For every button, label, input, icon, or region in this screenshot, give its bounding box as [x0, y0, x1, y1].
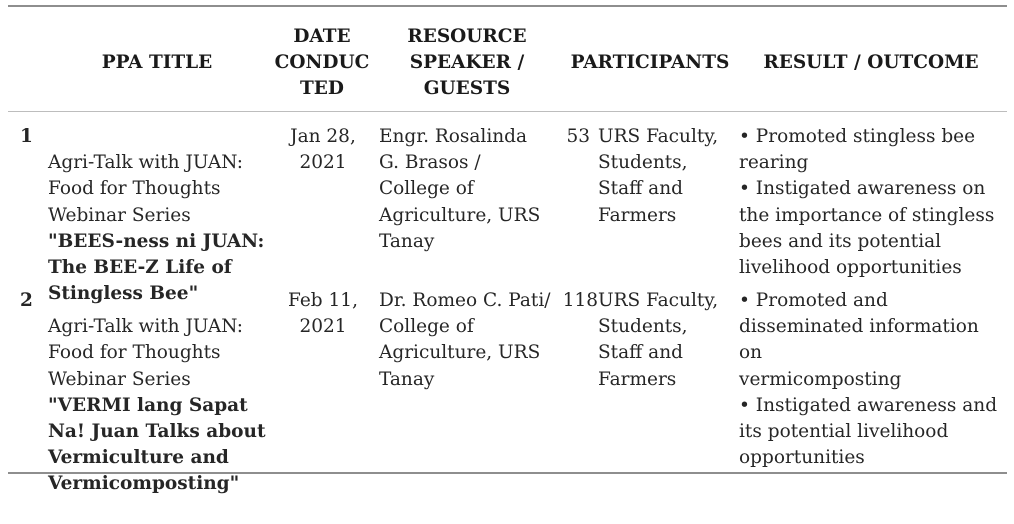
- ppa-title-topic: "BEES-ness ni JUAN: The BEE-Z Life of Stingless Bee": [48, 230, 265, 305]
- ppa-title-series: Agri-Talk with JUAN: Food for Thoughts Webinar Series: [48, 316, 244, 390]
- resource-speaker-cell: Engr. Rosalinda G. Brasos / College of Agriculture, URS Tanay: [379, 126, 541, 252]
- participants-cell: URS Faculty, Students, Staff and Farmers: [598, 126, 719, 226]
- row-number: 2: [20, 290, 33, 311]
- table-top-rule: [8, 5, 1007, 7]
- ppa-title-cell: [48, 288, 270, 524]
- date-conducted-cell: Feb 11, 2021: [288, 290, 358, 338]
- header-date-conducted: DATE CONDUC TED: [274, 26, 370, 99]
- header-ppa-title: PPA TITLE: [101, 52, 213, 73]
- resource-speaker-cell: Dr. Romeo C. Pati/ College of Agriculture, URS Tanay: [379, 290, 551, 390]
- header-resource-speaker: RESOURCE SPEAKER / GUESTS: [407, 26, 527, 99]
- result-outcome-cell: • Promoted and disseminated information on vermicomposting • Instigated awareness and its potential livelihood opportunities: [739, 290, 998, 469]
- header-divider: [8, 111, 1007, 112]
- header-participants: PARTICIPANTS: [570, 52, 730, 73]
- header-result-outcome: RESULT / OUTCOME: [763, 52, 979, 73]
- row-number: 1: [20, 126, 33, 147]
- participant-count: 118: [562, 290, 598, 311]
- ppa-title-topic: "VERMI lang Sapat Na! Juan Talks about Vermiculture and Vermicomposting": [48, 394, 266, 495]
- date-conducted-cell: Jan 28, 2021: [290, 126, 356, 174]
- participants-cell: URS Faculty, Students, Staff and Farmers: [598, 290, 719, 390]
- ppa-title-series: Agri-Talk with JUAN: Food for Thoughts Webinar Series: [48, 152, 244, 226]
- result-outcome-cell: • Promoted stingless bee rearing • Instigated awareness on the importance of stingless bees and its potential livelihood opportunities: [739, 126, 995, 279]
- participant-count: 53: [566, 126, 590, 147]
